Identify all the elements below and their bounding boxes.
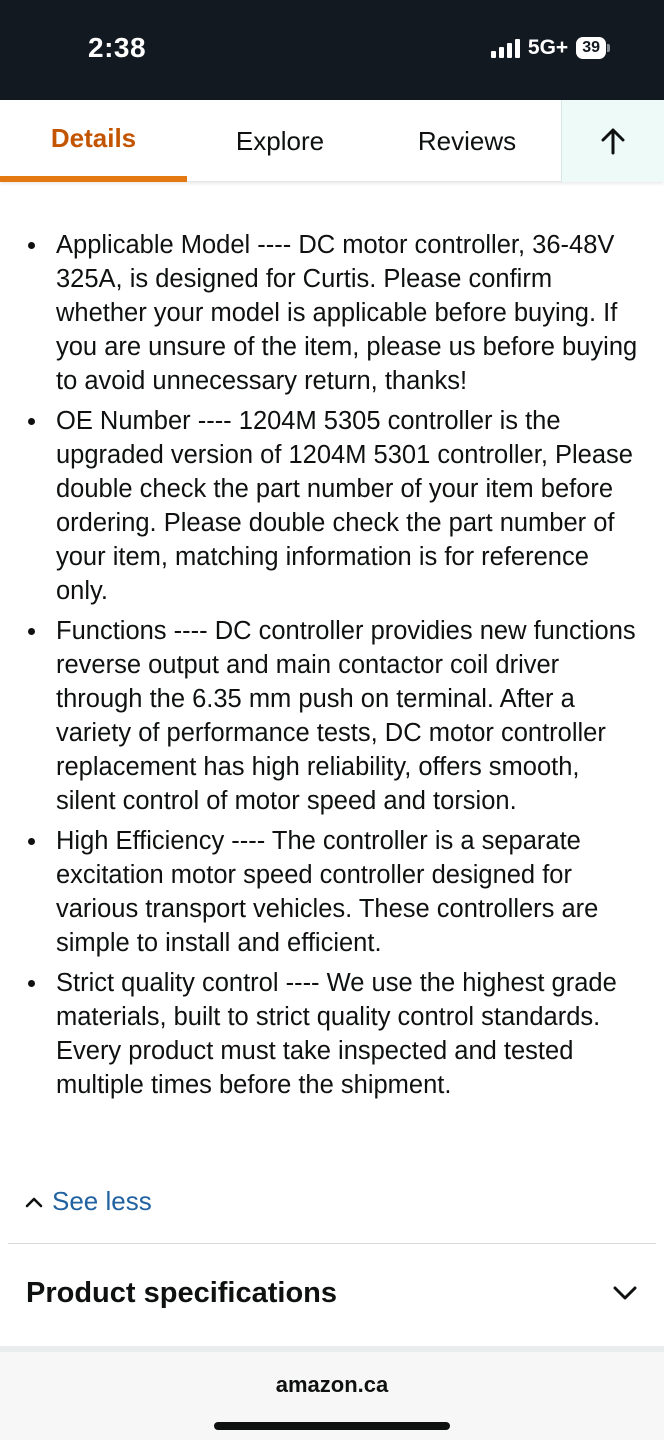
list-item: Strict quality control ---- We use the highest grade materials, built to strict quality control standards. Every product must take inspected and tested multiple times before the shipment. (0, 966, 664, 1102)
battery-level: 39 (576, 37, 606, 59)
list-item: High Efficiency ---- The controller is a separate excitation motor speed controller designed for various transport vehicles. These controllers are simple to install and efficient. (0, 824, 664, 960)
tab-details[interactable]: Details (0, 100, 187, 182)
see-less-link[interactable] (24, 1186, 152, 1217)
up-arrow-icon (600, 127, 626, 155)
status-time: 2:38 (88, 32, 147, 63)
browser-address-bar (0, 1346, 664, 1440)
chevron-down-icon (612, 1284, 638, 1302)
url-domain[interactable]: amazon.ca (275, 1372, 389, 1397)
back-to-top-button[interactable] (561, 100, 664, 182)
see-less-label: See less (52, 1186, 152, 1216)
status-indicators (491, 36, 610, 60)
list-item: Functions ---- DC controller providies new functions reverse output and main contactor coil driver through the 6.35 mm push on terminal. After a variety of performance tests, DC motor controller replacement has high reliability, offers smooth, silent control of motor speed and torsion. (0, 614, 664, 818)
tab-explore[interactable]: Explore (235, 125, 325, 156)
list-item: Applicable Model ---- DC motor controller, 36-48V 325A, is designed for Curtis. Please confirm whether your model is applicable before buying. If you are unsure of the item, please us before buying to avoid unnecessary return, thanks! (0, 228, 664, 398)
status-bar (0, 0, 664, 100)
feature-bullets (0, 228, 664, 1108)
tab-reviews[interactable]: Reviews (417, 125, 517, 156)
list-item: OE Number ---- 1204M 5305 controller is the upgraded version of 1204M 5301 controller, Please double check the part number of your item before ordering. Please double check the part number of your item, matching information is for reference only. (0, 404, 664, 608)
network-type: 5G+ (527, 36, 569, 59)
product-specifications-toggle[interactable] (0, 1244, 664, 1342)
caret-up-icon (24, 1195, 44, 1209)
section-tabs (0, 100, 664, 182)
cellular-signal-icon (491, 38, 520, 58)
battery-icon (576, 37, 610, 59)
product-specifications-title: Product specifications (26, 1276, 338, 1309)
home-indicator[interactable] (214, 1422, 450, 1430)
